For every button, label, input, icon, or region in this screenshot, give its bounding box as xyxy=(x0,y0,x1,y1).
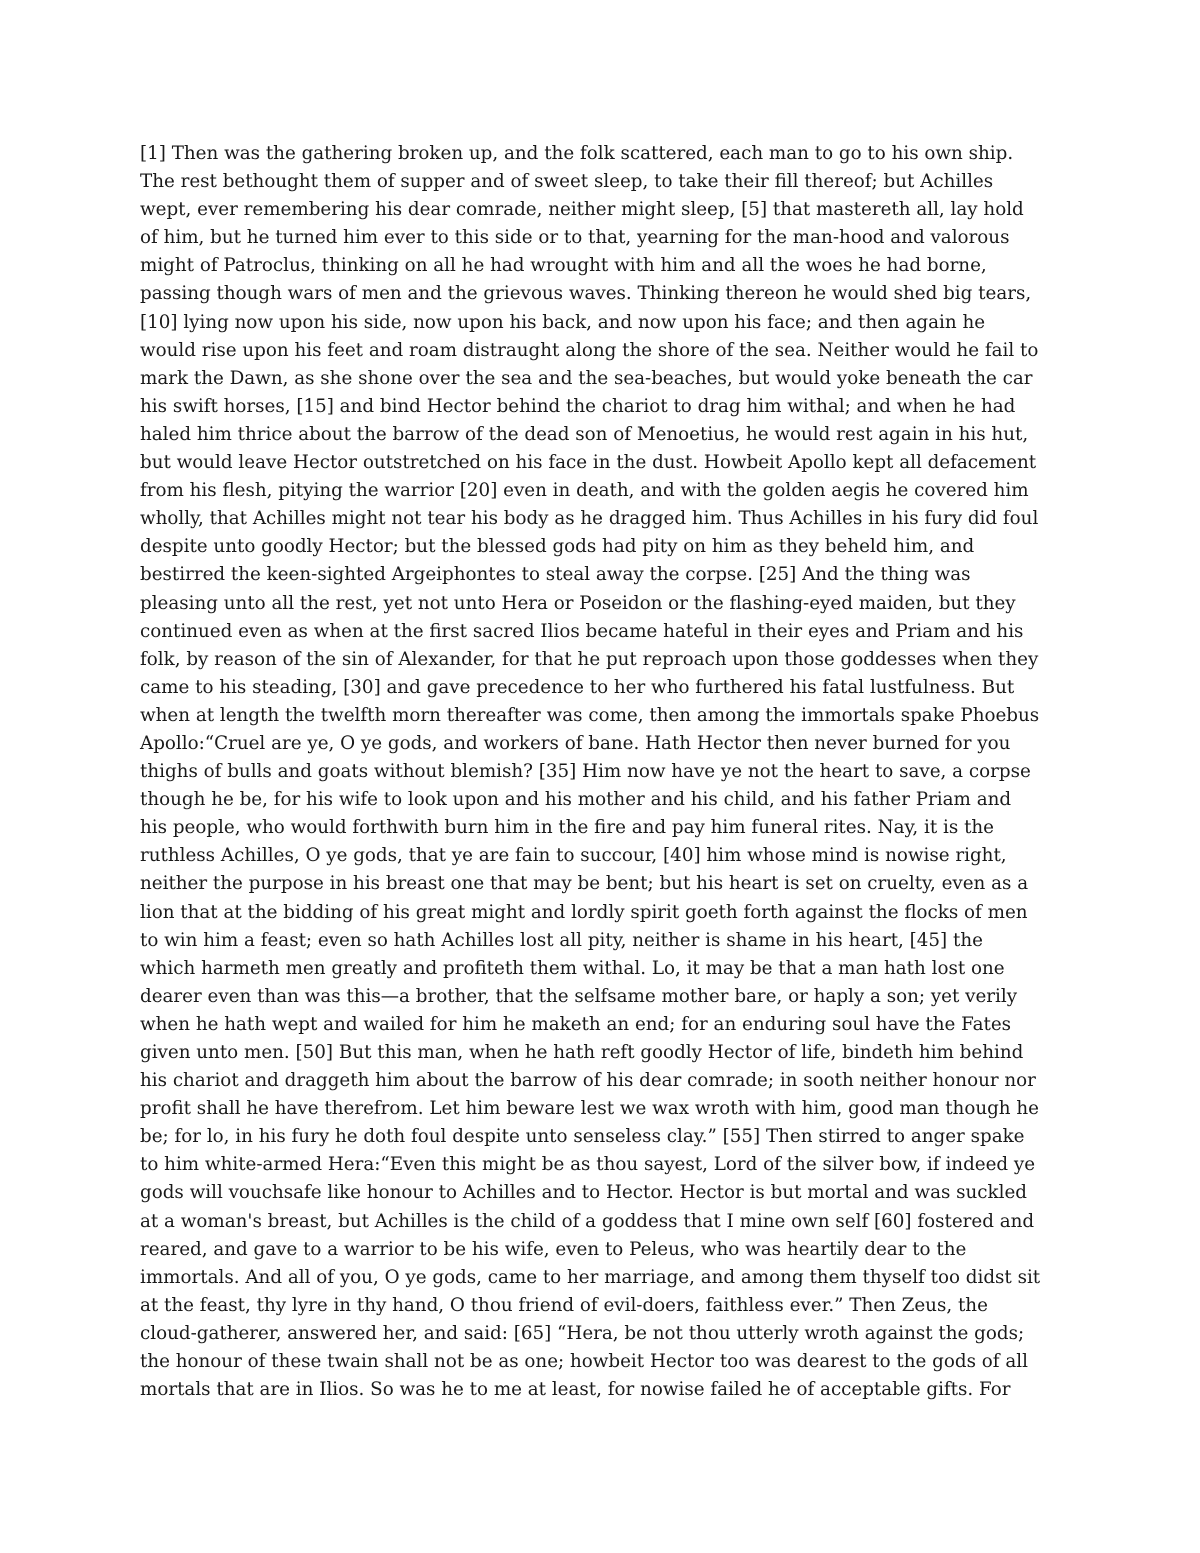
text-line: lion that at the bidding of his great might and lordly spirit goeth forth against the flocks of men xyxy=(140,901,1028,923)
text-line: The rest bethought them of supper and of sweet sleep, to take their fill thereof; but Achilles xyxy=(140,171,994,193)
text-line: mark the Dawn, as she shone over the sea and the sea-beaches, but would yoke beneath the car xyxy=(140,367,1033,389)
text-line: mortals that are in Ilios. So was he to me at least, for nowise failed he of acceptable gifts. For xyxy=(140,1379,1011,1401)
text-line: despite unto goodly Hector; but the blessed gods had pity on him as they beheld him, and xyxy=(140,536,975,558)
text-line: Apollo:“Cruel are ye, O ye gods, and workers of bane. Hath Hector then never burned for you xyxy=(140,732,1011,754)
text-line: when he hath wept and wailed for him he maketh an end; for an enduring soul have the Fates xyxy=(140,1013,1012,1035)
text-line: given unto men. [50] But this man, when he hath reft goodly Hector of life, bindeth him behind xyxy=(140,1042,1024,1063)
text-line: to him white-armed Hera:“Even this might be as thou sayest, Lord of the silver bow, if indeed ye xyxy=(140,1154,1036,1176)
text-line: the honour of these twain shall not be as one; howbeit Hector too was dearest to the gods of all xyxy=(140,1351,1028,1373)
text-line: of him, but he turned him ever to this side or to that, yearning for the man-hood and valorous xyxy=(140,227,1010,249)
text-line: neither the purpose in his breast one that may be bent; but his heart is set on cruelty, even as a xyxy=(140,873,1029,895)
text-line: wept, ever remembering his dear comrade, neither might sleep, [5] that mastereth all, lay hold xyxy=(140,199,1024,221)
text-line: ruthless Achilles, O ye gods, that ye are fain to succour, [40] him whose mind is nowise right, xyxy=(140,845,1007,867)
text-line: his swift horses, [15] and bind Hector behind the chariot to drag him withal; and when he had xyxy=(140,395,1016,417)
text-line: folk, by reason of the sin of Alexander, for that he put reproach upon those goddesses when they xyxy=(140,648,1039,670)
text-line: be; for lo, in his fury he doth foul despite unto senseless clay.” [55] Then stirred to anger spake xyxy=(140,1126,1025,1148)
text-line: bestirred the keen-sighted Argeiphontes to steal away the corpse. [25] And the thing was xyxy=(140,564,971,586)
text-line: cloud-gatherer, answered her, and said: [65] “Hera, be not thou utterly wroth against the gods; xyxy=(140,1322,1025,1344)
text-line: passing though wars of men and the grievous waves. Thinking thereon he would shed big tears, xyxy=(140,283,1032,305)
text-line: [1] Then was the gathering broken up, and the folk scattered, each man to go to his own ship. xyxy=(140,143,1014,164)
text-line: though he be, for his wife to look upon and his mother and his child, and his father Priam and xyxy=(140,789,1012,811)
text-line: might of Patroclus, thinking on all he had wrought with him and all the woes he had borne, xyxy=(140,255,987,277)
text-line: profit shall he have therefrom. Let him beware lest we wax wroth with him, good man though he xyxy=(140,1098,1039,1120)
text-line: his chariot and draggeth him about the barrow of his dear comrade; in sooth neither honour nor xyxy=(140,1070,1036,1092)
text-line: gods will vouchsafe like honour to Achilles and to Hector. Hector is but mortal and was suckled xyxy=(140,1182,1027,1204)
text-line: thighs of bulls and goats without blemish? [35] Him now have ye not the heart to save, a corpse xyxy=(140,761,1031,783)
text-line: reared, and gave to a warrior to be his wife, even to Peleus, who was heartily dear to the xyxy=(140,1238,967,1260)
body-text xyxy=(140,140,1070,1404)
text-line: pleasing unto all the rest, yet not unto Hera or Poseidon or the flashing-eyed maiden, but they xyxy=(140,592,1016,614)
text-line: but would leave Hector outstretched on his face in the dust. Howbeit Apollo kept all defacement xyxy=(140,452,1037,474)
text-line: at the feast, thy lyre in thy hand, O thou friend of evil-doers, faithless ever.” Then Zeus, the xyxy=(140,1294,988,1316)
text-line: [10] lying now upon his side, now upon his back, and now upon his face; and then again he xyxy=(140,311,986,333)
text-line: came to his steading, [30] and gave precedence to her who furthered his fatal lustfulness. But xyxy=(140,676,1015,698)
text-line: his people, who would forthwith burn him in the fire and pay him funeral rites. Nay, it is the xyxy=(140,817,995,839)
text-line: would rise upon his feet and roam distraught along the shore of the sea. Neither would he fail to xyxy=(140,339,1039,361)
text-line: dearer even than was this—a brother, that the selfsame mother bare, or haply a son; yet verily xyxy=(140,985,1018,1007)
text-line: immortals. And all of you, O ye gods, came to her marriage, and among them thyself too didst sit xyxy=(140,1266,1041,1288)
text-line: at a woman's breast, but Achilles is the child of a goddess that I mine own self [60] fostered and xyxy=(140,1210,1035,1232)
text-line: from his flesh, pitying the warrior [20] even in death, and with the golden aegis he covered him xyxy=(140,480,1029,502)
text-line: when at length the twelfth morn thereafter was come, then among the immortals spake Phoebus xyxy=(140,704,1040,726)
text-line: to win him a feast; even so hath Achilles lost all pity, neither is shame in his heart, [45] the xyxy=(140,929,983,951)
text-line: which harmeth men greatly and profiteth them withal. Lo, it may be that a man hath lost one xyxy=(140,957,1005,979)
text-line: haled him thrice about the barrow of the dead son of Menoetius, he would rest again in his hut, xyxy=(140,423,1029,445)
text-line: wholly, that Achilles might not tear his body as he dragged him. Thus Achilles in his fury did foul xyxy=(140,508,1039,530)
text-line: continued even as when at the first sacred Ilios became hateful in their eyes and Priam and his xyxy=(140,620,1024,642)
